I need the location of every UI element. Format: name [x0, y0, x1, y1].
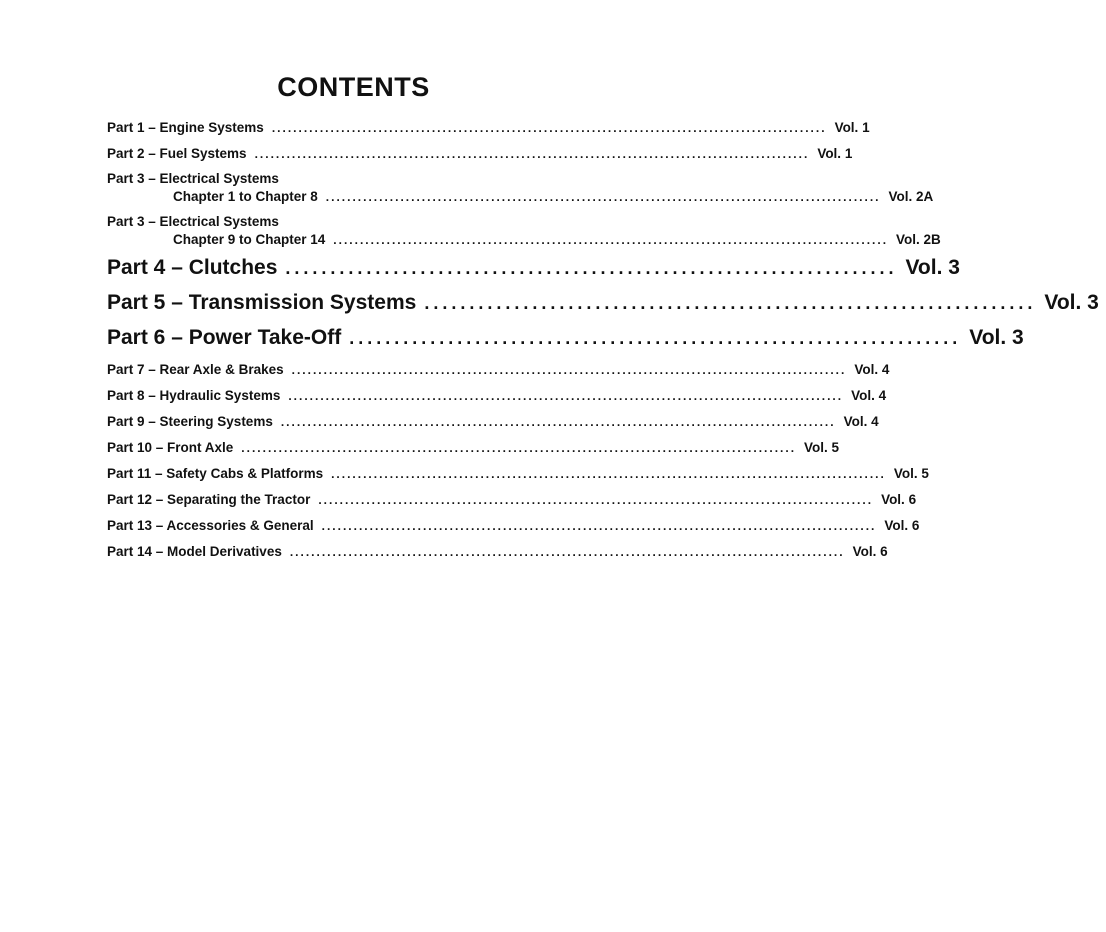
toc-entry-label: Part 11 – Safety Cabs & Platforms [107, 466, 324, 481]
toc-entry-label: Part 5 – Transmission Systems [107, 291, 417, 314]
dot-leader: ........................................................................................................ [331, 467, 886, 481]
dot-leader: ........................................................................................................ [289, 545, 845, 559]
toc-entry-label: Chapter 9 to Chapter 14 [173, 232, 326, 247]
dot-leader: ........................................................................................................ [333, 233, 889, 247]
toc-entry-part-6[interactable] [107, 326, 1024, 350]
toc-entry-volume: Vol. 4 [854, 362, 890, 377]
toc-entry-volume: Vol. 3 [969, 326, 1024, 349]
toc-entry-part-11[interactable] [107, 466, 929, 481]
toc-entry-volume: Vol. 4 [843, 414, 879, 429]
toc-entry-label: Part 8 – Hydraulic Systems [107, 388, 281, 403]
toc-entry-part-14[interactable] [107, 544, 888, 559]
dot-leader: .................................................................... [349, 328, 962, 348]
toc-entry-volume: Vol. 6 [852, 544, 888, 559]
dot-leader: ........................................................................................................ [288, 389, 844, 403]
dot-leader: ........................................................................................................ [321, 519, 877, 533]
toc-entry-label: Part 1 – Engine Systems [107, 120, 264, 135]
toc-entry-label: Part 4 – Clutches [107, 256, 278, 279]
toc-entry-label: Part 12 – Separating the Tractor [107, 492, 311, 507]
toc-entry-heading: Part 3 – Electrical Systems [107, 214, 279, 229]
toc-entry-label: Part 10 – Front Axle [107, 440, 234, 455]
dot-leader: ........................................................................................................ [325, 190, 881, 204]
toc-entry-label: Part 13 – Accessories & General [107, 518, 314, 533]
dot-leader: ........................................................................................................ [280, 415, 836, 429]
toc-entry-part-8[interactable] [107, 388, 887, 403]
toc-entry-part-4[interactable] [107, 256, 960, 280]
toc-entry-heading: Part 3 – Electrical Systems [107, 171, 279, 186]
toc-entry-part-7[interactable] [107, 362, 890, 377]
toc-entry-part-12[interactable] [107, 492, 917, 507]
toc-entry-part-9[interactable] [107, 414, 879, 429]
dot-leader: ........................................................................................................ [291, 363, 847, 377]
dot-leader: ........................................................................................................ [271, 121, 827, 135]
dot-leader: .................................................................... [424, 293, 1037, 313]
toc-entry-volume: Vol. 4 [851, 388, 887, 403]
toc-entry-volume: Vol. 5 [804, 440, 840, 455]
toc-entry-volume: Vol. 2A [888, 189, 934, 204]
toc-entry-volume: Vol. 1 [817, 146, 853, 161]
toc-entry-part-3-ch-1-8[interactable] [107, 171, 934, 204]
toc-entry-label: Part 2 – Fuel Systems [107, 146, 247, 161]
toc-entry-volume: Vol. 2B [896, 232, 941, 247]
toc-entry-volume: Vol. 5 [893, 466, 929, 481]
toc-entry-part-3-ch-9-14[interactable] [107, 214, 941, 247]
page-title: CONTENTS [277, 72, 430, 102]
toc-entry-part-13[interactable] [107, 518, 920, 533]
toc-entry-label: Part 7 – Rear Axle & Brakes [107, 362, 284, 377]
toc-entry-part-2[interactable] [107, 146, 853, 161]
toc-entry-part-10[interactable] [107, 440, 840, 455]
dot-leader: ........................................................................................................ [318, 493, 874, 507]
toc-entry-volume: Vol. 1 [834, 120, 870, 135]
toc-entry-label: Chapter 1 to Chapter 8 [173, 189, 318, 204]
toc-entry-volume: Vol. 3 [1044, 291, 1099, 314]
toc-entry-part-5[interactable] [107, 291, 1099, 315]
dot-leader: ........................................................................................................ [254, 147, 810, 161]
toc-entry-volume: Vol. 6 [881, 492, 917, 507]
toc-entry-label: Part 9 – Steering Systems [107, 414, 273, 429]
toc-entry-label: Part 6 – Power Take-Off [107, 326, 342, 349]
toc-entry-label: Part 14 – Model Derivatives [107, 544, 282, 559]
toc-entry-volume: Vol. 6 [884, 518, 920, 533]
toc-entry-part-1[interactable] [107, 120, 870, 135]
dot-leader: ........................................................................................................ [241, 441, 797, 455]
dot-leader: .................................................................... [285, 258, 898, 278]
toc-entry-volume: Vol. 3 [905, 256, 960, 279]
